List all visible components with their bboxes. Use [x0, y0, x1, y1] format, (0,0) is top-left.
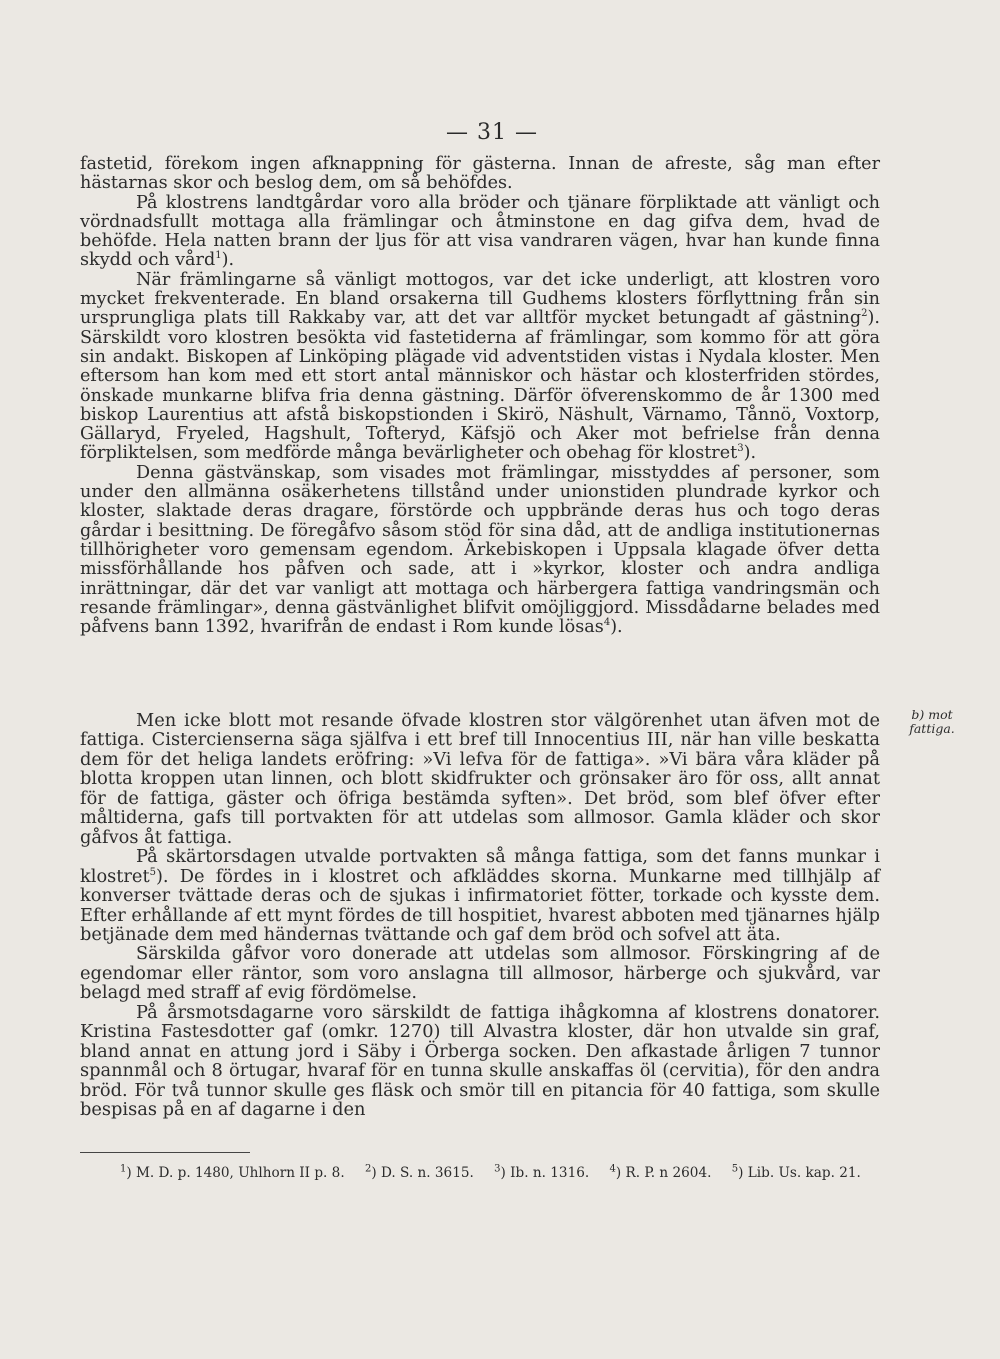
footnote: $^2$) D. S. n. 3615. — [364, 1163, 474, 1181]
page-number: — 31 — — [446, 120, 538, 145]
paragraph: Denna gästvänskap, som visades mot främlingar, misstyddes af personer, som under den allmänna osäkerhetens tillstånd under unionstiden plundrade kyrkor och kloster, slaktade deras dragare, förstörde och uppbrände deras hus och togo deras gårdar i besittning. De föregåfvo såsom stöd för sina dåd, att de andliga institutionernas tillhörigheter voro gemensam egendom. Ärkebiskopen i Uppsala klagade öfver detta missförhållande hos påfven och sade, att i »kyrkor, kloster och andra andliga inrättningar, där det var vanligt att mottaga och härbergera fattiga vandringsmän och resande främlingar», denna gästvänlighet blifvit omöjliggjord. Missdådarne belades med påfvens bann 1392, hvarifrån de endast i Rom kunde lösas$^4$). — [80, 462, 880, 638]
footnote: $^3$) Ib. n. 1316. — [494, 1163, 590, 1181]
text-section-1 — [80, 155, 880, 637]
footnote-ref: 2 — [861, 308, 868, 320]
paragraph: På årsmotsdagarne voro särskildt de fattiga ihågkomna af klostrens donatorer. Kristina Fastesdotter gaf (omkr. 1270) till Alvastra kloster, där hon utvalde sin graf, bland annat en attung jord i Säby i Örberga socken. Den afkastade årligen 7 tunnor spannmål och 8 örtugar, hvaraf för en tunna skulle anskaffas öl (cervitia), för den andra bröd. För två tunnor skulle ges fläsk och smör till en pitancia för 40 fattiga, som skulle bespisas på en af dagarne i den — [80, 1001, 880, 1121]
paragraph: När främlingarne så vänligt mottogos, var det icke underligt, att klostren voro mycket frekventerade. En bland orsakerna till Gudhems klosters förflyttning från sin ursprungliga plats till Rakkaby var, att det var alltför mycket betungadt af gästning$^2$). Särskildt voro klostren besökta vid fastetiderna af främlingar, som kommo för att göra sin andakt. Biskopen af Linköping plägade vid adventstiden vistas i Nydala kloster. Men eftersom han kom med ett stort antal människor och hästar och klosterfriden stördes, önskade munkarne blifva fria denna gästning. Därför öfverenskommo de år 1300 med biskop Laurentius att afstå biskopstionden i Skirö, Näshult, Värnamo, Tånnö, Voxtorp, Gällaryd, Fryeled, Hagshult, Tofteryd, Käfsjö och Aker mot befrielse från denna förpliktelsen, som medförde många bevärligheter och obehag för klostret$^3$). — [80, 269, 880, 464]
footnote: $^1$) M. D. p. 1480, Uhlhorn II p. 8. — [120, 1163, 345, 1181]
paragraph: fastetid, förekom ingen afknappning för gästerna. Innan de afreste, såg man efter hästarnas skor och beslog dem, om så behöfdes. — [80, 154, 880, 194]
text-section-2 — [80, 711, 880, 1120]
footnote-ref: 1 — [215, 250, 222, 262]
footnotes — [120, 1165, 880, 1181]
footnote-ref: 3 — [737, 443, 744, 455]
footnote-ref: 5 — [149, 866, 156, 878]
paragraph: På klostrens landtgårdar voro alla bröder och tjänare förpliktade att vänligt och vördnadsfullt mottaga alla främlingar och åtminstone en dag gifva dem, hvad de behöfde. Hela natten brann der ljus för att visa vandraren vägen, hvar han kunde finna skydd och vård$^1$). — [80, 192, 880, 271]
footnote: $^4$) R. P. n 2604. — [609, 1163, 712, 1181]
footnote-divider — [80, 1152, 250, 1153]
paragraph: Men icke blott mot resande öfvade klostren stor välgörenhet utan äfven mot de fattiga. Cistercienserna säga själfva i ett bref till Innocentius III, när han ville beskatta dem för det heliga landets eröfring: »Vi lefva för de fattiga». »Vi bära våra kläder på blotta kroppen utan linnen, och blott skidfrukter och grönsaker äro för oss, allt annat för de fattiga, gäster och öfriga bestämda syften». Det bröd, som blef öfver efter måltiderna, gafs till portvakten för att utdelas som allmosor. Gamla kläder och skor gåfvos åt fattiga. — [80, 710, 880, 848]
margin-note: b) mot fattiga. — [909, 707, 955, 736]
paragraph: På skärtorsdagen utvalde portvakten så många fattiga, som det fanns munkar i klostret$^5$). De fördes in i klostret och afkläddes skorna. Munkarne med tillhjälp af konverser tvättade deras och de sjukas i infirmatoriet fötter, torkade och kysste dem. Efter erhållande af ett mynt fördes de till hospitiet, hvarest abboten med tjänarnes hjälp betjänade dem med händernas tvättande och gaf dem bröd och sofvel att äta. — [80, 846, 880, 945]
footnote-ref: 4 — [603, 617, 611, 629]
footnote: $^5$) Lib. Us. kap. 21. — [731, 1163, 861, 1181]
paragraph: Särskilda gåfvor voro donerade att utdelas som allmosor. Förskingring af de egendomar eller räntor, som voro anslagna till allmosor, härberge och sjukvård, var belagd med straff af evig fördömelse. — [80, 943, 880, 1004]
